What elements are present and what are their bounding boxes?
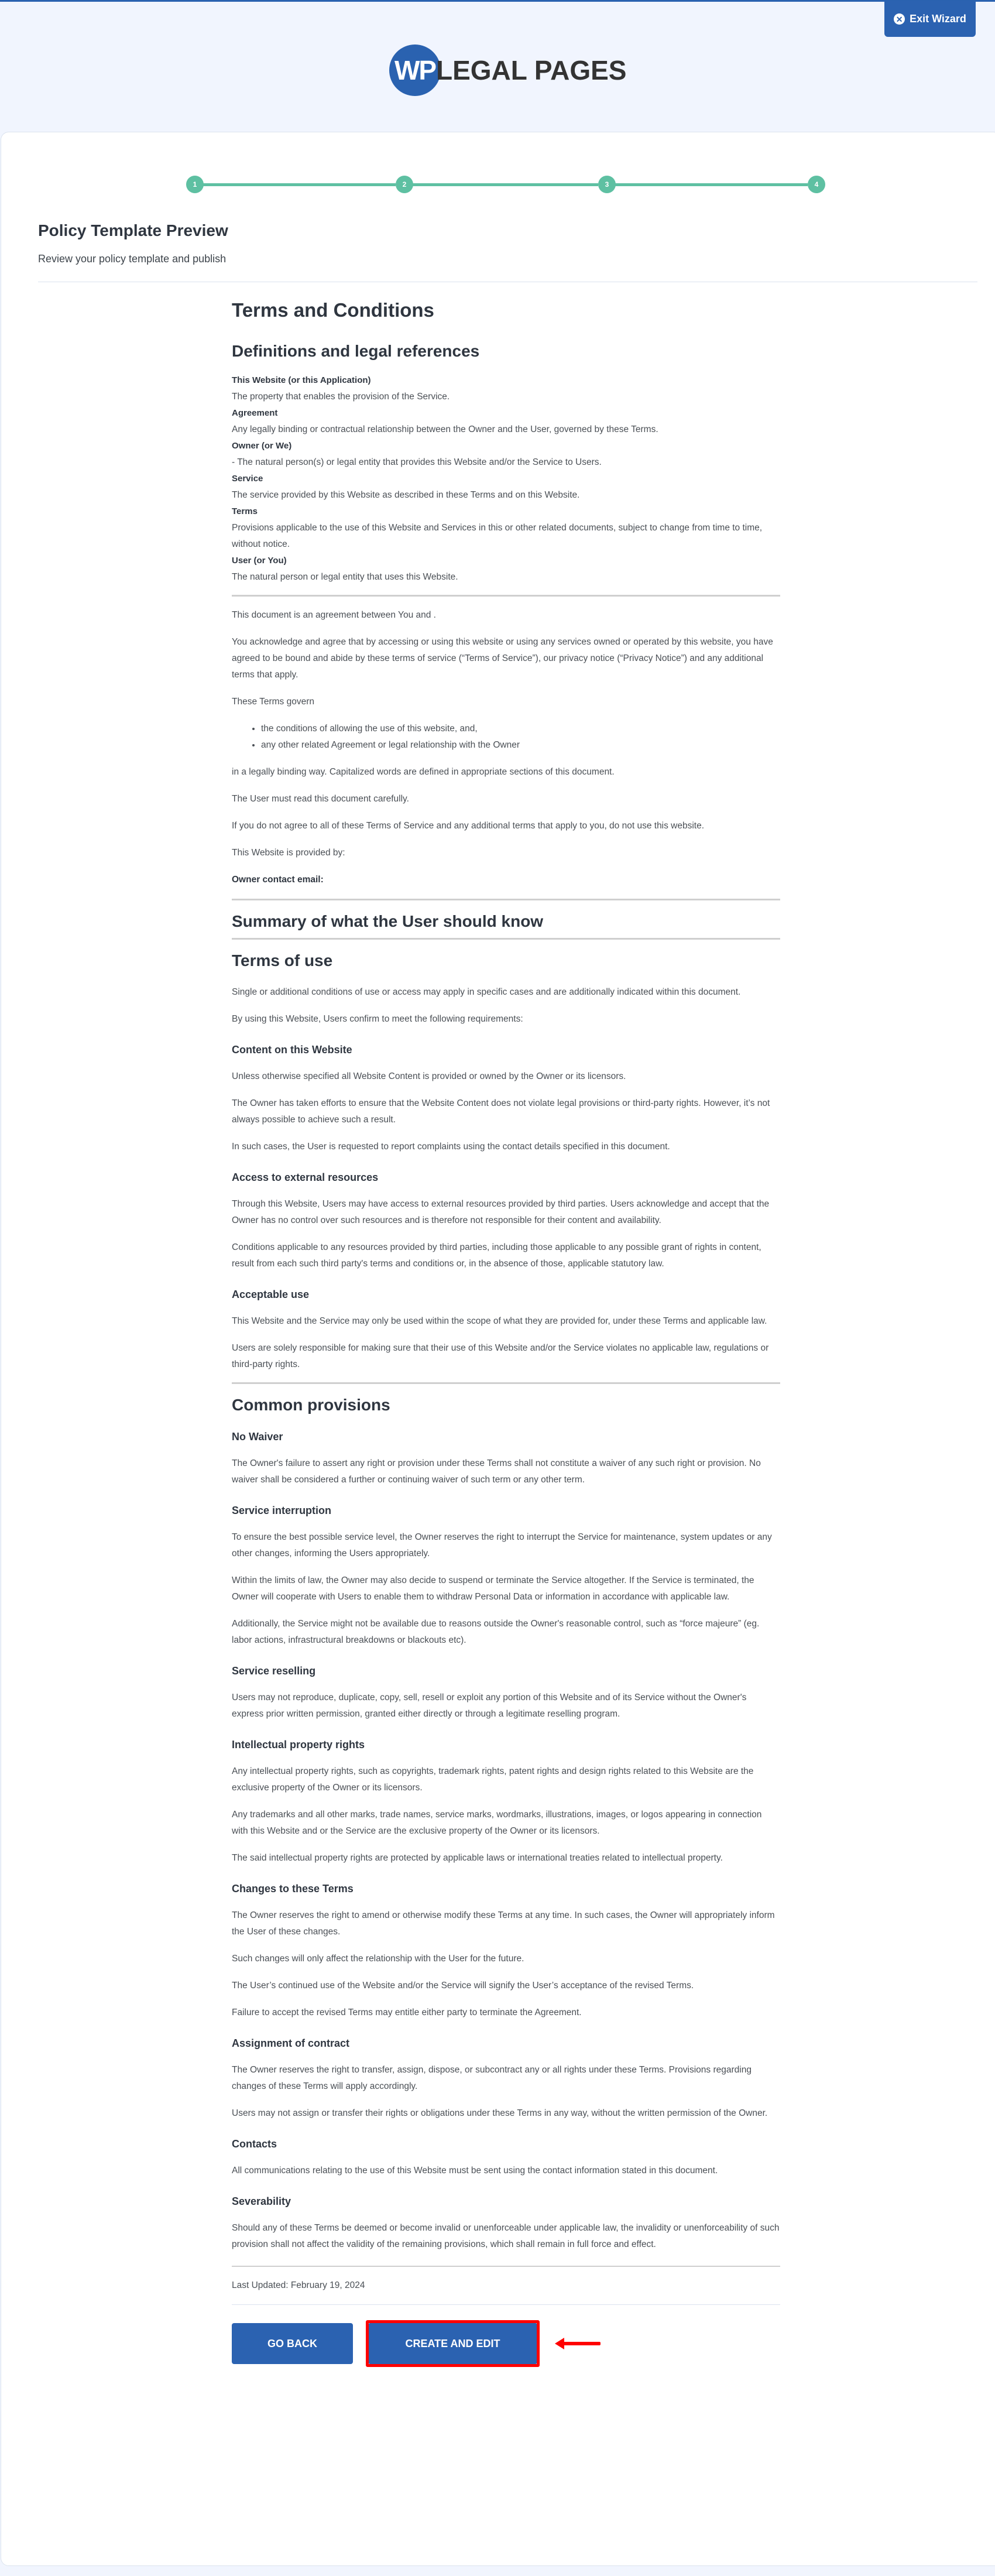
paragraph: Single or additional conditions of use or access may apply in specific cases and are additionally indicated within this document. [232, 987, 741, 997]
section-divider [232, 938, 780, 940]
list-item: • any other related Agreement or legal relationship with the Owner [261, 737, 780, 753]
intro-paragraph: These Terms govern [232, 697, 314, 707]
highlight-box [366, 2320, 540, 2367]
create-and-edit-button[interactable]: CREATE AND EDIT [369, 2323, 537, 2364]
paragraph: The Owner reserves the right to amend or otherwise modify these Terms at any time. In such cases, the Owner will appropriately inform the User of these changes. [232, 1910, 775, 1937]
paragraph: The Owner's failure to assert any right or provision under these Terms shall not constitute a waiver of any such right or provision. No waiver shall be considered a further or continuing waiver of such term or any other term. [232, 1458, 761, 1485]
definition-text: - The natural person(s) or legal entity that provides this Website and/or the Service to Users. [232, 457, 602, 467]
paragraph: Failure to accept the revised Terms may entitle either party to terminate the Agreement. [232, 2008, 582, 2017]
subheading-changes: Changes to these Terms [232, 1883, 354, 1895]
section-heading-definitions: Definitions and legal references [232, 342, 480, 360]
subheading-acceptable-use: Acceptable use [232, 1289, 310, 1300]
step-3: 3 [598, 176, 616, 193]
paragraph: Any trademarks and all other marks, trade names, service marks, wordmarks, illustrations, images, or logos appearing in connection with this Website and or the Service are the exclusive property of the Owner or its licensors. [232, 1810, 762, 1836]
step-2: 2 [396, 176, 413, 193]
logo-mark: WP [389, 44, 441, 96]
paragraph: All communications relating to the use of this Website must be sent using the contact information stated in this document. [232, 2166, 718, 2176]
intro-paragraph: This Website is provided by: [232, 848, 345, 858]
doc-title: Terms and Conditions [232, 299, 434, 321]
page-subtitle: Review your policy template and publish [38, 253, 227, 265]
definition-term: User (or You) [232, 556, 287, 566]
terms-govern-list [261, 721, 780, 753]
definition-text: The property that enables the provision of the Service. [232, 392, 450, 402]
paragraph: Users may not assign or transfer their rights or obligations under these Terms in any way, without the written permission of the Owner. [232, 2108, 768, 2118]
intro-paragraph: This document is an agreement between You and . [232, 610, 436, 620]
close-circle-icon: ✕ [894, 13, 905, 25]
subheading-intellectual-property: Intellectual property rights [232, 1739, 365, 1751]
subheading-external-resources: Access to external resources [232, 1171, 379, 1183]
intro-paragraph: You acknowledge and agree that by accessing or using this website or using any services owned or operated by this website, you have agreed to be bound and abide by these terms of service (“Terms of Service”), our privacy notice (“Privacy Notice”) and any additional terms that apply. [232, 637, 773, 680]
paragraph: The User’s continued use of the Website and/or the Service will signify the User’s acceptance of the revised Terms. [232, 1981, 694, 1991]
paragraph: Unless otherwise specified all Website Content is provided or owned by the Owner or its licensors. [232, 1071, 626, 1081]
intro-paragraph: in a legally binding way. Capitalized words are defined in appropriate sections of this document. [232, 767, 615, 777]
definition-term: Agreement [232, 408, 278, 418]
step-1: 1 [186, 176, 204, 193]
paragraph: By using this Website, Users confirm to meet the following requirements: [232, 1014, 523, 1024]
definition-text: The service provided by this Website as described in these Terms and on this Website. [232, 490, 580, 500]
section-divider [232, 2266, 780, 2267]
definition-term: This Website (or this Application) [232, 375, 371, 385]
paragraph: Additionally, the Service might not be available due to reasons outside the Owner's reasonable control, such as “force majeure” (eg. labor actions, infrastructural breakdowns or blackouts etc). [232, 1619, 760, 1645]
step-4: 4 [808, 176, 825, 193]
policy-preview [232, 299, 780, 2367]
section-heading-summary: Summary of what the User should know [232, 912, 544, 930]
subheading-service-interruption: Service interruption [232, 1505, 332, 1516]
definition-term: Service [232, 474, 263, 484]
paragraph: Any intellectual property rights, such as copyrights, trademark rights, patent rights and design rights related to this Website are the exclusive property of the Owner or its licensors. [232, 1766, 754, 1793]
paragraph: Such changes will only affect the relationship with the User for the future. [232, 1954, 524, 1964]
subheading-severability: Severability [232, 2195, 291, 2207]
left-arrow-annotation-icon [555, 2337, 602, 2351]
section-divider [232, 595, 780, 597]
owner-contact-email: Owner contact email: [232, 875, 324, 885]
logo-text: LEGAL PAGES [436, 55, 627, 85]
section-divider [232, 899, 780, 900]
go-back-button[interactable]: GO BACK [232, 2323, 353, 2364]
definition-text: Provisions applicable to the use of this Website and Services in this or other related documents, subject to change from time to time, without notice. [232, 523, 763, 549]
paragraph: The Owner reserves the right to transfer, assign, dispose, or subcontract any or all rights under these Terms. Provisions regarding changes of these Terms will apply accordingly. [232, 2065, 752, 2091]
divider [232, 2304, 780, 2305]
paragraph: Users are solely responsible for making sure that their use of this Website and/or the Service violates no applicable law, regulations or third-party rights. [232, 1343, 769, 1369]
paragraph: Through this Website, Users may have access to external resources provided by third parties. Users acknowledge and accept that the Owner has no control over such resources and is therefore not responsible for their content and availability. [232, 1199, 770, 1225]
definition-term: Owner (or We) [232, 441, 292, 451]
definition-text: The natural person or legal entity that uses this Website. [232, 572, 458, 582]
paragraph: In such cases, the User is requested to report complaints using the contact details specified in this document. [232, 1142, 670, 1152]
subheading-contacts: Contacts [232, 2138, 277, 2150]
section-heading-terms-of-use: Terms of use [232, 951, 333, 970]
paragraph: The said intellectual property rights are protected by applicable laws or international treaties related to intellectual property. [232, 1853, 723, 1863]
wizard-stepper [186, 176, 825, 193]
paragraph: Within the limits of law, the Owner may also decide to suspend or terminate the Service altogether. If the Service is terminated, the Owner will cooperate with Users to enable them to withdraw Personal Data or information in accordance with applicable law. [232, 1575, 754, 1602]
definition-term: Terms [232, 506, 258, 516]
step-connector [203, 183, 396, 186]
paragraph: The Owner has taken efforts to ensure that the Website Content does not violate legal provisions or third-party rights. However, it’s not always possible to achieve such a result. [232, 1098, 770, 1125]
list-item: • the conditions of allowing the use of this website, and, [261, 721, 780, 737]
top-accent-bar [0, 0, 995, 2]
intro-paragraph: The User must read this document carefully. [232, 794, 409, 804]
subheading-no-waiver: No Waiver [232, 1431, 283, 1443]
paragraph: Should any of these Terms be deemed or become invalid or unenforceable under applicable law, the invalidity or unenforceability of such provision shall not affect the validity of the remaining provisions, which shall remain in full force and effect. [232, 2223, 780, 2249]
subheading-content: Content on this Website [232, 1044, 352, 1056]
definitions-list [232, 372, 780, 585]
paragraph: Conditions applicable to any resources provided by third parties, including those applicable to any possible grant of rights in content, result from each such third party's terms and conditions or, in the absence of those, applicable statutory law. [232, 1242, 761, 1269]
definition-text: Any legally binding or contractual relationship between the Owner and the User, governed by these Terms. [232, 424, 658, 434]
step-connector [615, 183, 808, 186]
action-buttons [232, 2320, 780, 2367]
subheading-assignment: Assignment of contract [232, 2037, 350, 2049]
section-heading-common-provisions: Common provisions [232, 1396, 390, 1414]
exit-wizard-label: Exit Wizard [910, 13, 966, 25]
page-title: Policy Template Preview [38, 221, 228, 239]
section-divider [232, 1382, 780, 1384]
paragraph: Users may not reproduce, duplicate, copy, sell, resell or exploit any portion of this Website and of its Service without the Owner's express prior written permission, granted either directly or through a legitimate reselling program. [232, 1693, 747, 1719]
wp-legal-pages-logo [389, 44, 626, 97]
paragraph: To ensure the best possible service level, the Owner reserves the right to interrupt the Service for maintenance, system updates or any other changes, informing the Users appropriately. [232, 1532, 772, 1558]
exit-wizard-button[interactable] [884, 1, 976, 37]
subheading-service-reselling: Service reselling [232, 1665, 316, 1677]
intro-paragraph: If you do not agree to all of these Terms of Service and any additional terms that apply to you, do not use this website. [232, 821, 705, 831]
step-connector [412, 183, 598, 186]
paragraph: This Website and the Service may only be used within the scope of what they are provided for, under these Terms and applicable law. [232, 1316, 767, 1326]
last-updated: Last Updated: February 19, 2024 [232, 2280, 365, 2290]
